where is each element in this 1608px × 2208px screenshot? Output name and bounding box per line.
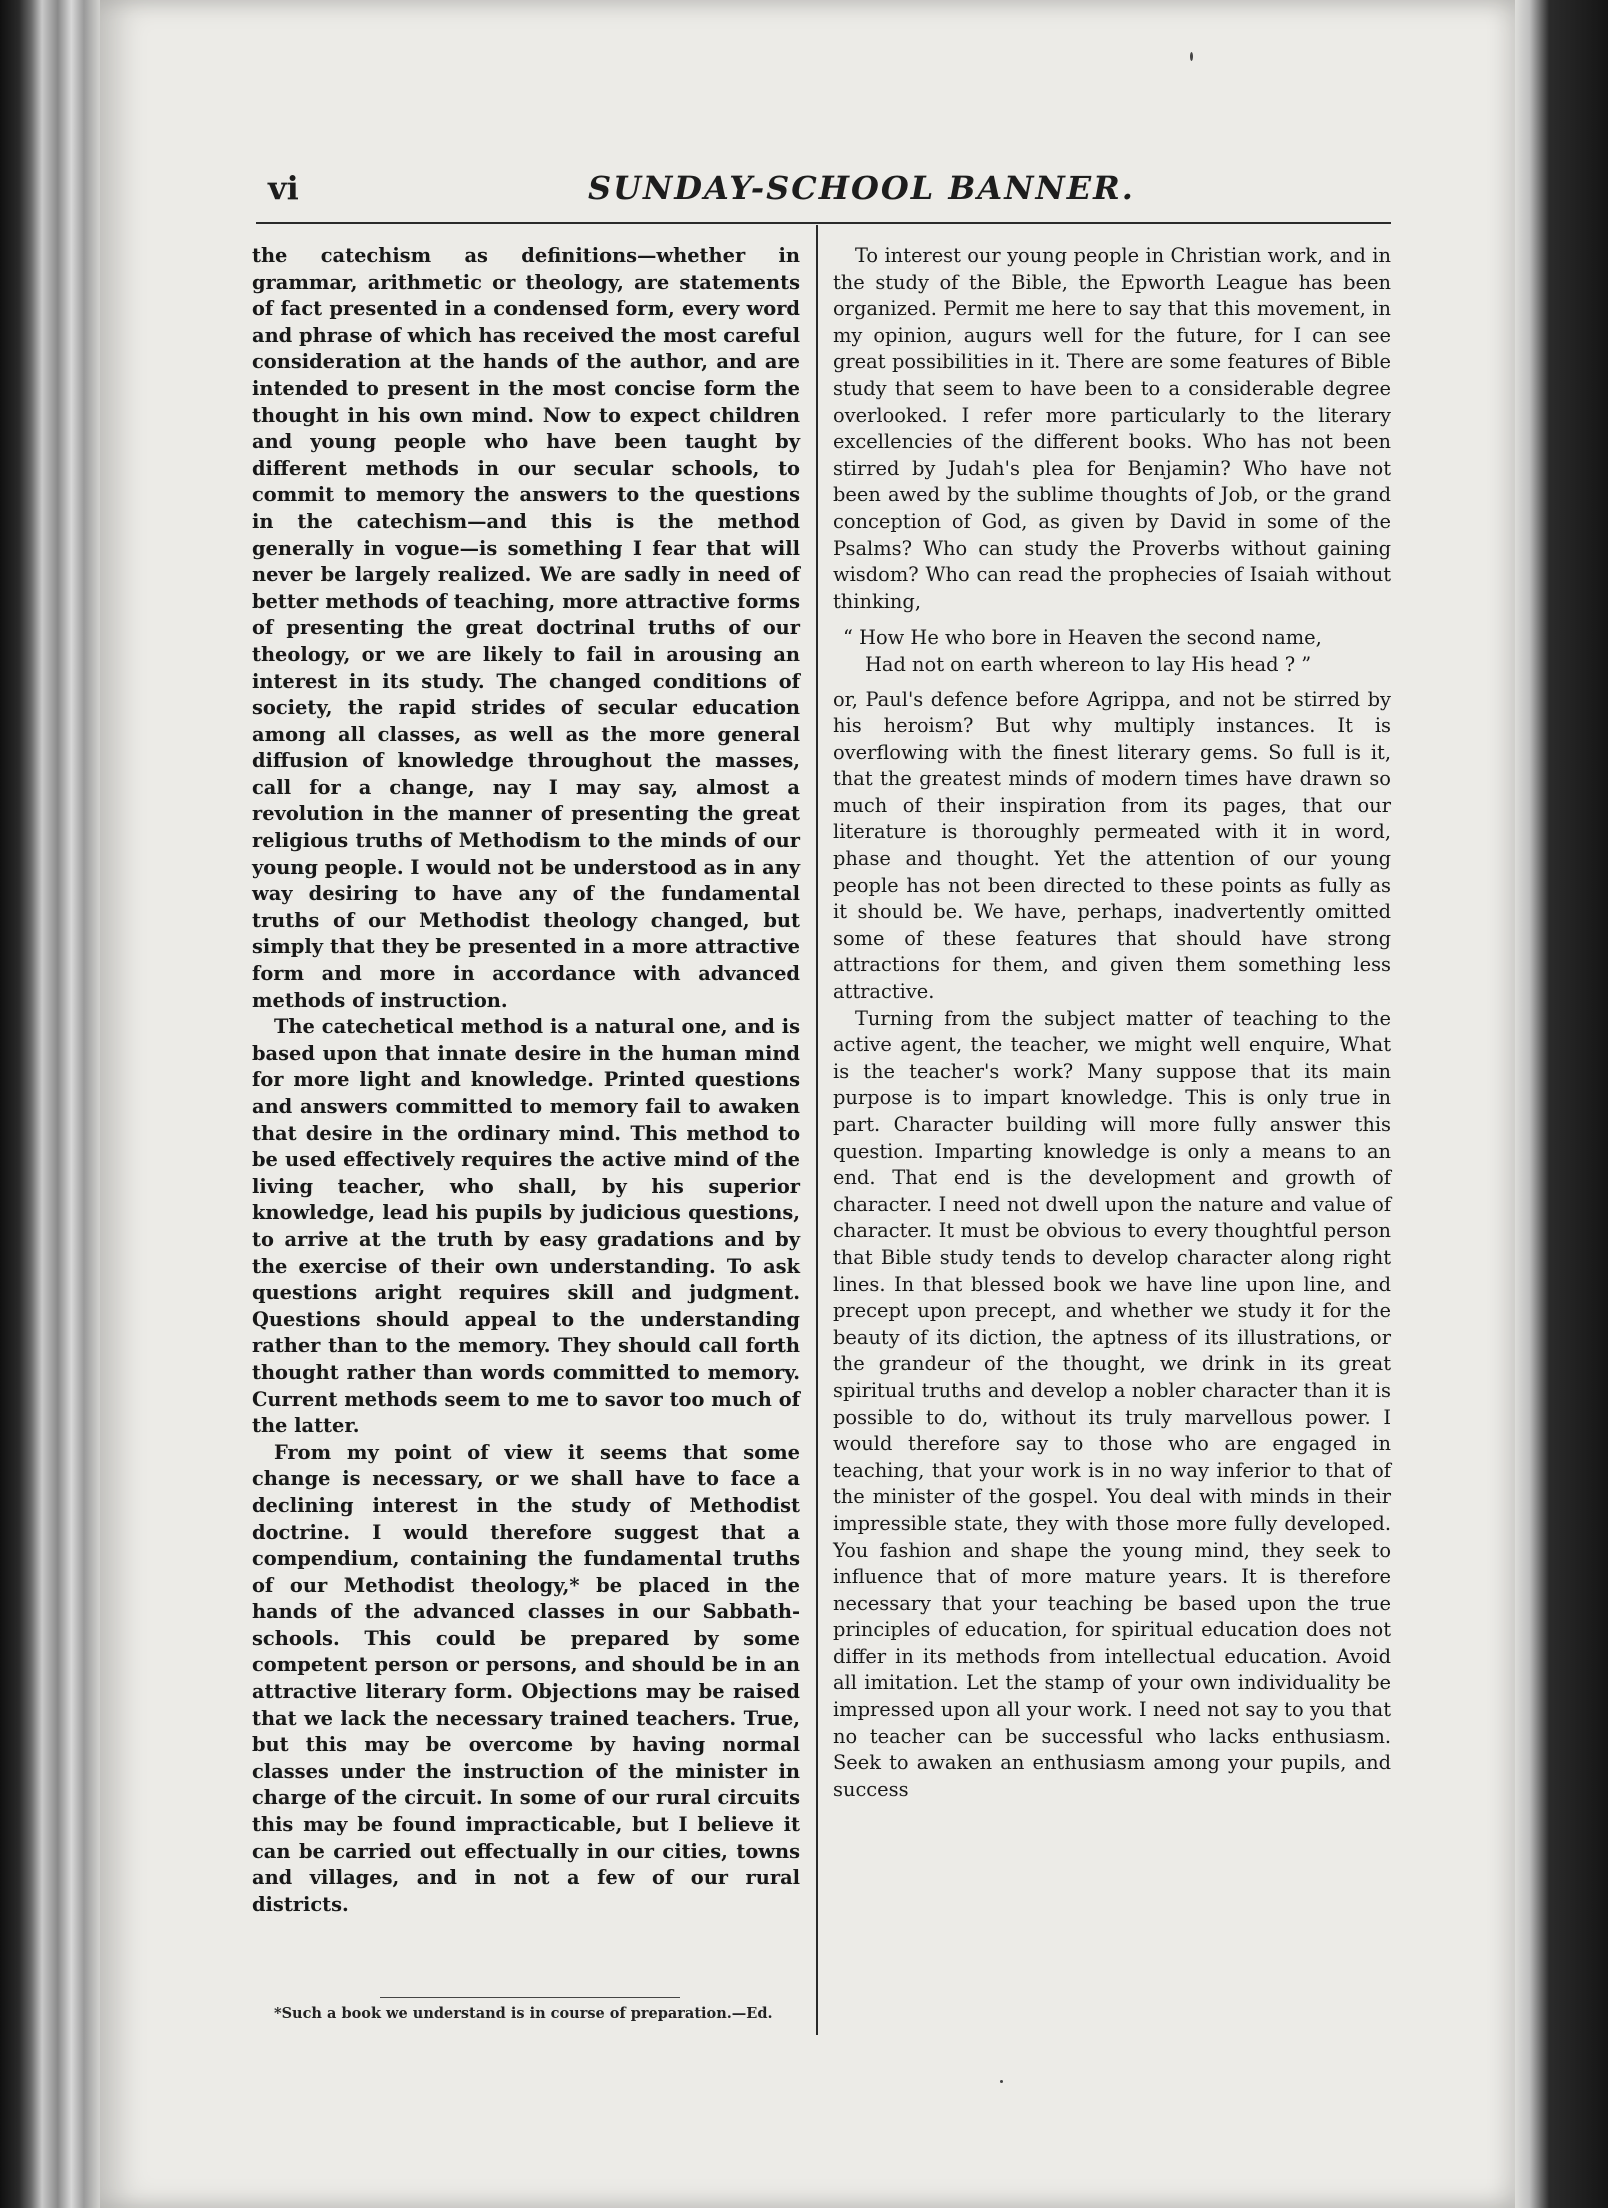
header-rule [256,222,1391,224]
right-paragraph-3: Turning from the subject matter of teaching to the active agent, the teacher, we might well enquire, What is the teacher's work? Many suppose that its main purpose is to impart knowledge. This is only true in part. Character building will more fully answer this question. Imparting knowledge is only a means to an end. That end is the development and growth of character. I need not dwell upon the nature and value of character. It must be obvious to every thoughtful person that Bible study tends to develop character along right lines. In that blessed book we have line upon line, and precept upon precept, and whether we study it for the beauty of its diction, the aptness of its illustrations, or the grandeur of the thought, we drink in its great spiritual truths and develop a nobler character than it is possible to do, without its truly marvellous power. I would therefore say to those who are engaged in teaching, that your work is in no way inferior to that of the minister of the gospel. You deal with minds in their impressible state, they with those more fully developed. You fashion and shape the young mind, they seek to influence that of more mature years. It is therefore necessary that your teaching be based upon the true principles of education, for spiritual education does not differ in its methods from intellectual education. Avoid all imitation. Let the stamp of your own individuality be impressed upon all your work. I need not say to you that no teacher can be successful who lacks enthusiasm. Seek to awaken an enthusiasm among your pupils, and success [833,1006,1391,1801]
verse-quote [833,625,1391,678]
book-edge-left [0,0,105,2208]
verse-line-2: Had not on earth whereon to lay His head ? ” [865,652,1312,676]
left-column [252,243,800,1918]
right-paragraph-2: or, Paul's defence before Agrippa, and not be stirred by his heroism? But why multiply instances. It is overflowing with the finest literary gems. So full is it, that the greatest minds of modern times have drawn so much of their inspiration from its pages, that our literature is thoroughly permeated with it in word, phase and thought. Yet the attention of our young people has not been directed to these points as fully as it should be. We have, perhaps, inadvertently omitted some of these features that should have strong attractions for them, and given them something less attractive. [833,687,1391,1004]
left-paragraph-3: From my point of view it seems that some change is necessary, or we shall have to face a declining interest in the study of Methodist doctrine. I would therefore suggest that a compendium, containing the fundamental truths of our Methodist theology,* be placed in the hands of the advanced classes in our Sabbath-schools. This could be prepared by some competent person or persons, and should be in an attractive literary form. Objections may be raised that we lack the necessary trained teachers. True, but this may be overcome by having normal classes under the instruction of the minister in charge of the circuit. In some of our rural circuits this may be found impracticable, but I believe it can be carried out effectually in our cities, towns and villages, and in not a few of our rural districts. [252,1440,800,1916]
right-column [833,243,1391,1803]
verse-line-1: “ How He who bore in Heaven the second name, [843,626,1322,650]
footnote: *Such a book we understand is in course of preparation.—Ed. [274,2005,773,2022]
page-title: SUNDAY-SCHOOL BANNER. [588,169,1135,207]
left-paragraph-2: The catechetical method is a natural one, and is based upon that innate desire in the human mind for more light and knowledge. Printed questions and answers committed to memory fail to awaken that desire in the ordinary mind. This method to be used effectively requires the active mind of the living teacher, who shall, by his superior knowledge, lead his pupils by judicious questions, to arrive at the truth by easy gradations and by the exercise of their own understanding. To ask questions aright requires skill and judgment. Questions should appeal to the understanding rather than to the memory. They should call forth thought rather than words committed to memory. Current methods seem to me to savor too much of the latter. [252,1015,800,1438]
page-number: vi [268,169,299,207]
column-divider [816,225,818,2035]
scan-speck [1190,52,1193,61]
left-paragraph-1: the catechism as definitions—whether in grammar, arithmetic or theology, are statements of fact presented in a condensed form, every word and phrase of which has received the most careful consideration at the hands of the author, and are intended to present in the most concise form the thought in his own mind. Now to expect children and young people who have been taught by different methods in our secular schools, to commit to memory the answers to the questions in the catechism—and this is the method generally in vogue—is something I fear that will never be largely realized. We are sadly in need of better methods of teaching, more attractive forms of presenting the great doctrinal truths of our theology, or we are likely to fail in arousing an interest in its study. The changed conditions of society, the rapid strides of secular education among all classes, as well as the more general diffusion of knowledge throughout the masses, call for a change, nay I may say, almost a revolution in the manner of presenting the great religious truths of Methodism to the minds of our young people. I would not be understood as in any way desiring to have any of the fundamental truths of our Methodist theology changed, but simply that they be presented in a more attractive form and more in accordance with advanced methods of instruction. [252,244,800,1012]
book-edge-right [1510,0,1608,2208]
footnote-rule [380,1997,680,1998]
running-header [268,165,1398,215]
scan-speck [1000,2080,1003,2083]
right-paragraph-1: To interest our young people in Christian work, and in the study of the Bible, the Epworth League has been organized. Permit me here to say that this movement, in my opinion, augurs well for the future, for I can see great possibilities in it. There are some features of Bible study that seem to have been to a considerable degree overlooked. I refer more particularly to the literary excellencies of the different books. Who has not been stirred by Judah's plea for Benjamin? Who have not been awed by the sublime thoughts of Job, or the grand conception of God, as given by David in some of the Psalms? Who can study the Proverbs without gaining wisdom? Who can read the prophecies of Isaiah without thinking, [833,244,1391,613]
